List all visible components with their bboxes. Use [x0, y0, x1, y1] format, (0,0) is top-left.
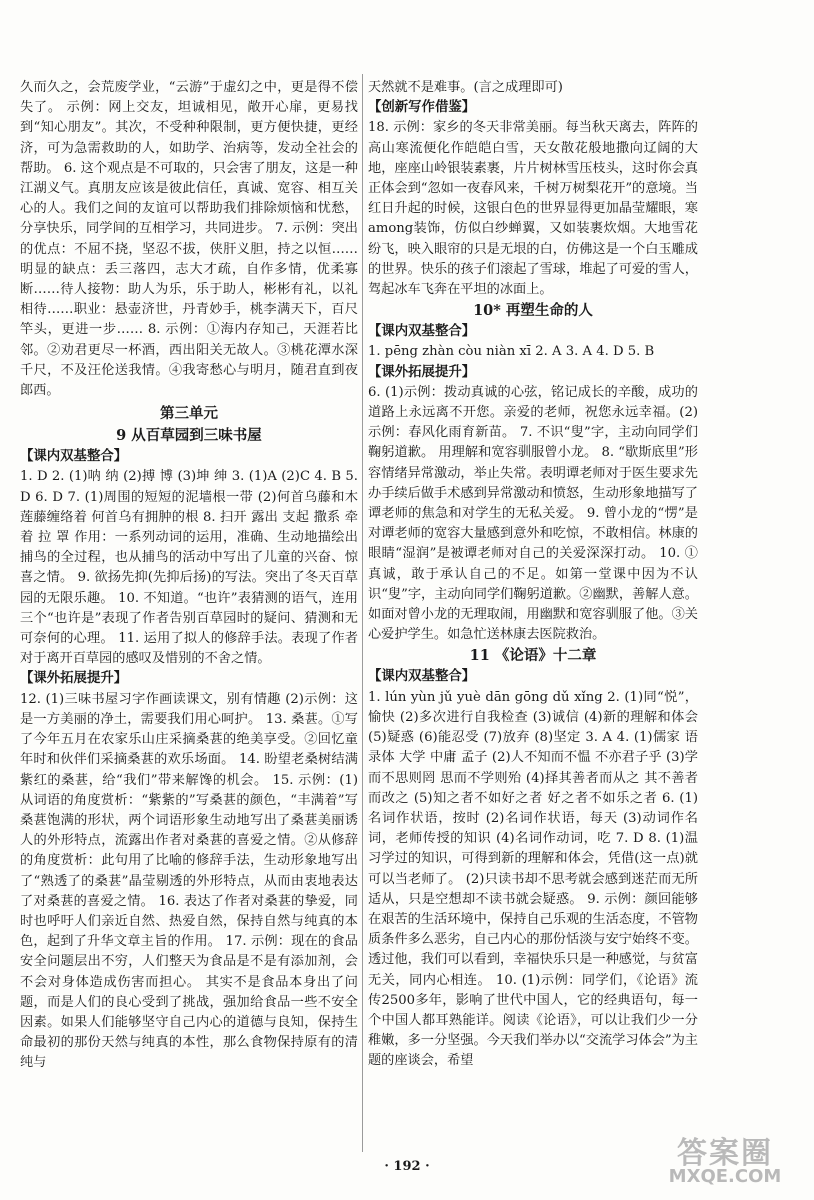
section-heading: 【创新写作借鉴】 [368, 100, 476, 116]
answer-paragraph: 1. D 2. (1)呐 纳 (2)搏 博 (3)坤 绅 3. (1)A (2)C 4. B 5. D 6. D 7. (1)周围的短短的泥墙根一带 (2)何首乌藤和木莲藤缠络着 何首乌有拥肿的根 8. 扫开 露出 支起 撒系 牵 着 拉 罩 作用：一系列动词的运用，准确、生动地描绘出捕鸟的全过程，也从捕鸟的活动中写出了儿童的兴奋、惊喜之情。 9. 欲扬先抑(先抑后扬)的写法。突出了冬天百草园的无限乐趣。 10. 不知道。“也许”表猜测的语气，连用三个“也许是”表现了作者告别百草园时的疑问、猜测和无可奈何的心理。 11. 运用了拟人的修辞手法。表现了作者对于离开百草园的感叹及惜别的不舍之情。 [20, 469, 358, 667]
watermark-logo-text: 答案圈 [677, 1136, 773, 1171]
left-column [20, 78, 358, 1074]
lesson-title: 9 从百草园到三味书屋 [116, 427, 262, 445]
answer-paragraph: 18. 示例：家乡的冬天非常美丽。每当秋天离去，阵阵的高山寒流便化作皑皑白雪，天女散花般地撒向辽阔的大地，座座山岭银装素裹，片片树林雪压枝头，这时你会真正体会到“忽如一夜春风来，千树万树梨花开”的意境。当红日升起的时候，这银白色的世界显得更加晶莹耀眼，寒among装饰，仿似白纱蝉翼，又如装裹炊烟。大地雪花纷飞，映入眼帘的只是无垠的白，仿佛这是一个白玉雕成的世界。快乐的孩子们滚起了雪球，堆起了可爱的雪人，驾起冰车飞奔在平坦的冰面上。 [368, 120, 698, 298]
section-heading: 【课内双基整合】 [20, 449, 128, 465]
unit-title: 第三单元 [160, 405, 218, 423]
answer-paragraph: 1. lún yùn jǔ yuè dān gōng dǔ xǐng 2. (1)同“悦”，愉快 (2)多次进行自我检查 (3)诚信 (4)新的理解和体会 (5)疑惑 (6)能忍受 (7)放弃 (8)坚定 3. A 4. (1)儒家 语录体 大学 中庸 孟子 (2)人不知而不愠 不亦君子乎 (3)学而不思则罔 思而不学则殆 (4)择其善者而从之 其不善者而改之 (5)知之者不如好之者 好之者不如乐之者 6. (1)名词作状语，按时 (2)名词作状语，每天 (3)动词作名词，老师传授的知识 (4)名词作动词，吃 7. D 8. (1)温习学过的知识，可得到新的理解和体会，凭借(这一点)就可以当老师了。 (2)只读书却不思考就会感到迷茫而无所适从，只是空想却不读书就会疑惑。 9. 示例：颜回能够在艰苦的生活环境中，保持自己乐观的生活态度，不管物质条件多么恶劣，自己内心的那份恬淡与安宁始终不变。透过他，我们可以看到，幸福快乐只是一种感觉，与贫富无关，同内心相连。 10. (1)示例：同学们，《论语》流传2500多年，影响了世代中国人，它的经典语句，每一个中国人都耳熟能详。阅读《论语》，可以让我们少一分稚嫩，多一分坚强。今天我们举办以“交流学习体会”为主题的座谈会，希望 [368, 689, 698, 1069]
column-divider [362, 74, 363, 1152]
lesson-title: 10* 再塑生命的人 [473, 302, 593, 320]
answer-paragraph: 12. (1)三味书屋习字作画读课文，别有情趣 (2)示例：这是一方美丽的净土，需要我们用心呵护。 13. 桑葚。①写了今年五月在农家乐山庄采摘桑葚的绝美享受。②回忆童年时和伙伴们采摘桑葚的欢乐场面。 14. 盼望老桑树结满紫红的桑葚，给“我们”带来解馋的机会。 15. 示例：(1)从词语的角度赏析：“紫紫的”写桑葚的颜色，“丰满着”写桑葚饱满的形状，两个词语形象生动地写出了桑葚美丽诱人的外形特点，流露出作者对桑葚的喜爱之情。②从修辞的角度赏析：此句用了比喻的修辞手法，生动形象地写出了“熟透了的桑葚”晶莹剔透的外形特点，从而由衷地表达了对桑葚的喜爱之情。 16. 表达了作者对桑葚的挚爱，同时也呼吁人们亲近自然、热爱自然，保持自然与纯真的本色，起到了升华文章主旨的作用。 17. 示例：现在的食品安全问题层出不穷，人们整天为食品是不是有添加剂，会不会对身体造成伤害而担心。 其实不是食品本身出了问题，而是人们的良心受到了挑战，强加给食品一些不安全因素。如果人们能够坚守自己内心的道德与良知，保持生命最初的那份天然与纯真的本性，那么食物保持原有的清纯与 [20, 691, 358, 1071]
page-number: · 192 · [384, 1159, 430, 1174]
section-heading: 【课内双基整合】 [368, 669, 476, 685]
answer-paragraph: 1. pēng zhàn còu niàn xī 2. A 3. A 4. D 5. B [368, 344, 655, 360]
site-watermark [650, 1128, 800, 1190]
answer-paragraph: 天然就不是难事。(言之成理即可) [368, 80, 563, 95]
watermark-url: MXQE.COM [668, 1166, 782, 1187]
right-column [368, 78, 698, 1072]
answer-paragraph: 6. (1)示例：拨动真诚的心弦，铭记成长的辛酸，成功的道路上永远离不开您。亲爱的老师，祝您永远幸福。(2)示例：春风化雨育新苗。 7. 不识“叟”字，主动向同学们鞠躬道歉。 用理解和宽容驯服曾小龙。 8. “歇斯底里”形容情绪异常激动，举止失常。表明谭老师对于医生要求先办手续后做手术感到异常激动和愤怒，生动形象地描写了谭老师的焦急和对学生的无私关爱。 9. 曾小龙的“愣”是对谭老师的宽容大量感到意外和吃惊，不敢相信。林康的眼睛“湿润”是被谭老师对自己的关爱深深打动。 10. ①真诚，敢于承认自己的不足。如第一堂课中因为不认识“叟”字，主动向同学们鞠躬道歉。②幽默，善解人意。如面对曾小龙的无理取闹，用幽默和宽容驯服了他。③关心爱护学生。如急忙送林康去医院救治。 [368, 384, 698, 643]
answer-paragraph: 久而久之，会荒废学业，“云游”于虚幻之中，更是得不偿失了。 示例：网上交友，坦诚相见，敞开心扉，更易找到“知心朋友”。其次，不受种种限制，更方便快捷，更经济，可为急需救助的人，如助学、治病等，发动全社会的帮助。 6. 这个观点是不可取的，只会害了朋友，这是一种江湖义气。真朋友应该是彼此信任，真诚、宽容、相互关心的人。我们之间的友谊可以帮助我们排除烦恼和忧愁，分享快乐，同学间的互相学习，共同进步。 7. 示例：突出的优点：不屈不挠，坚忍不拔，侠肝义胆，持之以恒……明显的缺点：丢三落四，志大才疏，自作多情，优柔寡断……待人接物：助人为乐，乐于助人，彬彬有礼，以礼相待……职业：悬壶济世，丹青妙手，桃李满天下，百尺竿头，更进一步…… 8. 示例：①海内存知己，天涯若比邻。②劝君更尽一杯酒，西出阳关无故人。③桃花潭水深千尺，不及汪伦送我情。④我寄愁心与明月，随君直到夜郎西。 [20, 80, 358, 399]
section-heading: 【课外拓展提升】 [20, 671, 128, 687]
section-heading: 【课内双基整合】 [368, 324, 476, 340]
section-heading: 【课外拓展提升】 [368, 364, 476, 380]
lesson-title: 11 《论语》十二章 [469, 647, 597, 665]
